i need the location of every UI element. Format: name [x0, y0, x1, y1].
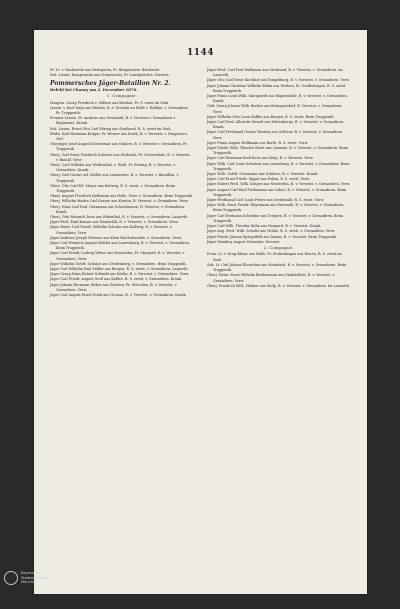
right-column	[207, 68, 351, 289]
roster-entry: Oberj. August Friedrich Hoffmann aus Halle, Verw. v. Grenadiren. Beim Truppenth.	[50, 194, 194, 199]
roster-entry: Oberj. Carl Ernst Friedrich Schwarz aus Grubsieb, Pr. Schweidnitz, R. v. Versetzt, v. Bataill. Verw.	[50, 152, 191, 162]
roster-entry: Jäger Georg Hans Robert Schmidt aus Köslin, R. v. Versetzt, v. Grenadiren. Verw.	[50, 272, 190, 277]
roster-entry: Jäger Wilhelm Otto Louis Kaffke aus Bergen, R. S. zweit. Beim Truppenth.	[207, 114, 335, 119]
roster-entry: Hauptm. Georg Friedrich v. Stillern aus Breslau, Pr. S. zweit im Stab.	[50, 100, 170, 105]
page-number: 1144	[186, 48, 215, 58]
roster-entry: Jäger Carl Ernst Friedr. Zippel aus Polzin, R. S. zweit. Verw.	[207, 177, 310, 182]
roster-entry: Jäger Wilh. Carl Louis Schubert aus Lauenburg, R. v. Versetzt, v. Grenadiren. Beim Truppenth.	[207, 161, 350, 171]
roster-entry: Oberjäger Josef August Schwerinat aus Grabow, R. v. Versetzt v. Grenadiren, Pr. Truppenth.	[50, 142, 188, 152]
roster-entry: Jäger Ferdinand Carl Louis Peters aus Greifswald, R. S. zweit. Verw.	[207, 198, 325, 203]
logo-line: Staatsbibliothek	[21, 575, 51, 580]
company-heading: 2. Compagnie.	[263, 246, 295, 251]
right-entries	[207, 68, 351, 245]
right-entries-second-company	[207, 252, 351, 288]
roster-entry: Jäger Friedr. Wilh. Theodor Ernst aus Cammin, R. v. Versetzt, v. Grenadiren. Beim Truppenth.	[207, 146, 348, 156]
roster-entry: Jäger Carl Heinrich August Mahler aus Laurenburg, R. v. Versetzt, v. Grenadiren. Beim Truppenth.	[50, 240, 190, 251]
left-top-lines	[50, 68, 194, 78]
roster-entry: Jäger Ferd. Emil Krause aus Wasserlöb, R. v. Versetzt, v. Grenadiren. Verw.	[50, 220, 179, 225]
roster-entry: Oberj. Carl Gustav Ad. Müller aus Lauenstein, R. v. Versetzt, v. Bataillon, v. Truppenth.	[50, 173, 180, 183]
roster-entry: Jäger Manthey August Stemmler. Versetzt.	[207, 239, 281, 244]
roster-entry: Jäger Carl Wilhelm Paul Müller aus Bergen, R. S. zweit, v. Grenadiren. Lazareth.	[50, 267, 189, 271]
roster-entry: Jäger Franz Louis Wilh. Marquardt aus Rügenwalde, R. v. Versetzt, v. Grenadiren. Krank.	[207, 94, 348, 104]
roster-entry: Oberj. Otto Carl Ed. Meyer aus Kettwig, R. S. zweit, v. Grenadiren. Beim Truppenth.	[50, 183, 175, 193]
roster-entry: Jäger Friedr. Johann Spiegelfeld aus Damm, R. v. Versetzt. Beim Truppenth.	[207, 234, 338, 239]
roster-entry: Jäger Johann Christian Wilhelm Böhm aus Werben, Pr. Greifenhagen, R. S. zweit. Beim Truppenth.	[207, 83, 347, 93]
roster-entry: Sek. Lt. Carl Johann Elsenthan aus Steinbach, R. v. Versetzt, v. Grenadiren. Beim Truppenth.	[207, 262, 347, 273]
roster-entry: Jäger Wilh. Ernst Friedr. Hilgemann aus Pasewalk, R. v. Versetzt, v. Grenadiren. Beim Truppenth.	[207, 203, 345, 213]
roster-entry: Jäger Carl Friedr. Ludwig Weber aus Neustettin, Pr. Stargard, R. v. Versetzt, v. Grenadiren. Verw.	[50, 251, 185, 261]
roster-entry: Oberj. Heinr. Ernst Wilhelm Biedermann aus Dinkelsbühl, R. v. Versetzt, v. Grenadiren. Verw.	[207, 273, 335, 283]
roster-entry: Jäger August Carl Emil Tiedemann aus Labes, R. v. Versetzt, v. Grenadiren. Beim Truppenth.	[207, 187, 347, 197]
roster-entry: Jäger Franz August Hoffmann aus Barth, R. S. zweit. Verw.	[207, 140, 309, 145]
roster-entry: Jäger Ferd. Carl Paul Hoffmann aus Stralsund, R. v. Versetzt, v. Grenadiren. Im Lazareth.	[207, 68, 343, 78]
logo-line: Bayerische	[21, 571, 41, 576]
section-subtitle: Befehl bei Chanzy am 2. December 1870.	[50, 87, 138, 93]
roster-entry: Jäger Heinr. Carl Friedr. Wilhelm Schulze aus Kolberg, R. v. Versetzt, v. Grenadiren. Verw.	[50, 225, 173, 235]
roster-entry: Jäger Carl Wilh. Theodor Köhn aus Naugard, R. v. Versetzt. Krank.	[207, 224, 322, 229]
roster-entry: Prem. Lt. v. Krug-Klinar aus Halle, Pr. Stolzenhagen aus Nauen, R. S. zweit im Stab.	[207, 252, 342, 262]
roster-entry: Jäger Carl August Ernst Fendt aus Gronau, R. v. Versetzt, v. Grenadiren. Krank.	[50, 293, 187, 298]
text-line: Pr. Lt. v. Haskowski aus Hedegoren, Pr. Bergmeister. Beurlaubt.	[50, 68, 161, 72]
roster-entry: Premier-Lieutn. Fr. Andreas aus Grenstadt, R. v. Versetzt v. Grenadiren v. Regiments, Krank.	[50, 116, 177, 126]
roster-entry: Oberj. Otto Heinrich Rose aus Erkenthal, R. v. Versetzt, v. Grenadiren. Lazareth.	[50, 214, 189, 219]
left-entries	[50, 101, 194, 299]
roster-entry: Jäger Johann Hermann Weber aus Güstrow, Pr. Welschen, R. v. Versetzt, v. Grenadiren. Verw.	[50, 282, 178, 292]
library-logo-text	[21, 571, 50, 584]
roster-entry: Oberj. Hans Carl Rud. Gutzmann aus Schönhausen, R. Versetzt, v. Grenadiren. Krank.	[50, 204, 186, 214]
roster-entry: Oberj. Friedrich Wilh. Holmer aus Stolp, R. v. Versetzt, v. Grenadiren. Im Lazareth.	[207, 283, 350, 288]
roster-entry: Jäger Carl Hermann Schreiber aus Treptow, R. v. Versetzt, v. Grenadiren. Beim Truppenth.	[207, 213, 343, 223]
roster-entry: Jäger Carl Hermann Emil Koch aus Stolp, R. v. Versetzt. Verw.	[207, 156, 314, 161]
roster-entry: Oberj. Carl Wilhelm aus Weißenthal, v. Weiß. Pr. Freitag, R. v. Versetzt, v. Grenadiren. Krank.	[50, 162, 176, 173]
roster-entry: Jäger Wilhelm Gottfr. Schulze aus Greifenberg, v. Grenadiren. Beim Truppenth.	[50, 261, 187, 266]
logo-line: München	[21, 580, 38, 585]
roster-entry: Jäger Andreas Joseph Wiesner aus Klein Bischofswalde, v. Grenadiren. Verw.	[50, 235, 182, 240]
library-watermark	[4, 565, 60, 591]
section-title: Pommersches Jäger-Bataillon Nr. 2.	[50, 79, 171, 87]
left-column	[50, 68, 194, 298]
library-logo-icon	[4, 571, 18, 585]
roster-entry: Oberj. Wilhelm Martin Carl Krause aus Kerstin, R. Versetzt, v. Grenadiren. Verw.	[50, 199, 189, 204]
roster-entry: Jäger Carl Ferd. Albrecht Strauß aus Wittenberge, R. v. Versetzt, v. Grenadiren. Krank.	[207, 120, 344, 130]
roster-entry: Jäger Aug. Ferd. Wilh. Schultz aus Wollin, R. S. zweit, v. Grenadiren. Verw.	[207, 229, 336, 234]
roster-entry: Sek. Lieutn. Ernst Otto Carl Ebring aus Stralsund. R. S. zweit im Stab.	[50, 126, 172, 131]
roster-entry: Jäger Robert Ferd. Wilh. Krüger aus Neustettin, R. v. Versetzt, v. Grenadiren. Verw.	[207, 182, 351, 187]
roster-entry: Jäger Carl Friedr. August Groß aus Kallies, R. S. zweit, v. Grenadiren. Krank.	[50, 277, 183, 282]
roster-entry: Jäger Carl Ferdinand Gustav Pantzer aus Gollnow, R. v. Versetzt, v. Grenadiren. Verw.	[207, 130, 344, 140]
document-page	[34, 30, 367, 594]
roster-entry: Feldw. Karl Hermann Krüger, Pr. Werner aus Korth, R. v. Versetzt, v. Dragonern. Verl.	[50, 131, 188, 141]
text-line: Sek. Lieutn. Rampenwitz aus Scharwachs, Pr. Landgerichts. Versetzt.	[50, 73, 170, 78]
roster-entry: Lieutn. v. Karl Voigt aus Weiden, R. v. Versetzt an Halle v. Waldau, v. Grenadiren, Pr. Truppenth.	[50, 105, 189, 115]
roster-entry: Jäger Wilh. Gottfr. Schumann aus Schlawe, R. v. Versetzt. Krank.	[207, 172, 319, 177]
roster-entry: Gefr. Georg Johann Wilh. Becker aus Beringersdorf, R. Versetzt, v. Grenadiren. Verw.	[207, 104, 343, 114]
roster-entry: Jäger Otto Carl Ernst Kirchhof aus Tempelburg, R. v. Versetzt, v. Grenadiren. Verw.	[207, 78, 350, 83]
company-heading: 1. Compagnie.	[106, 94, 138, 99]
